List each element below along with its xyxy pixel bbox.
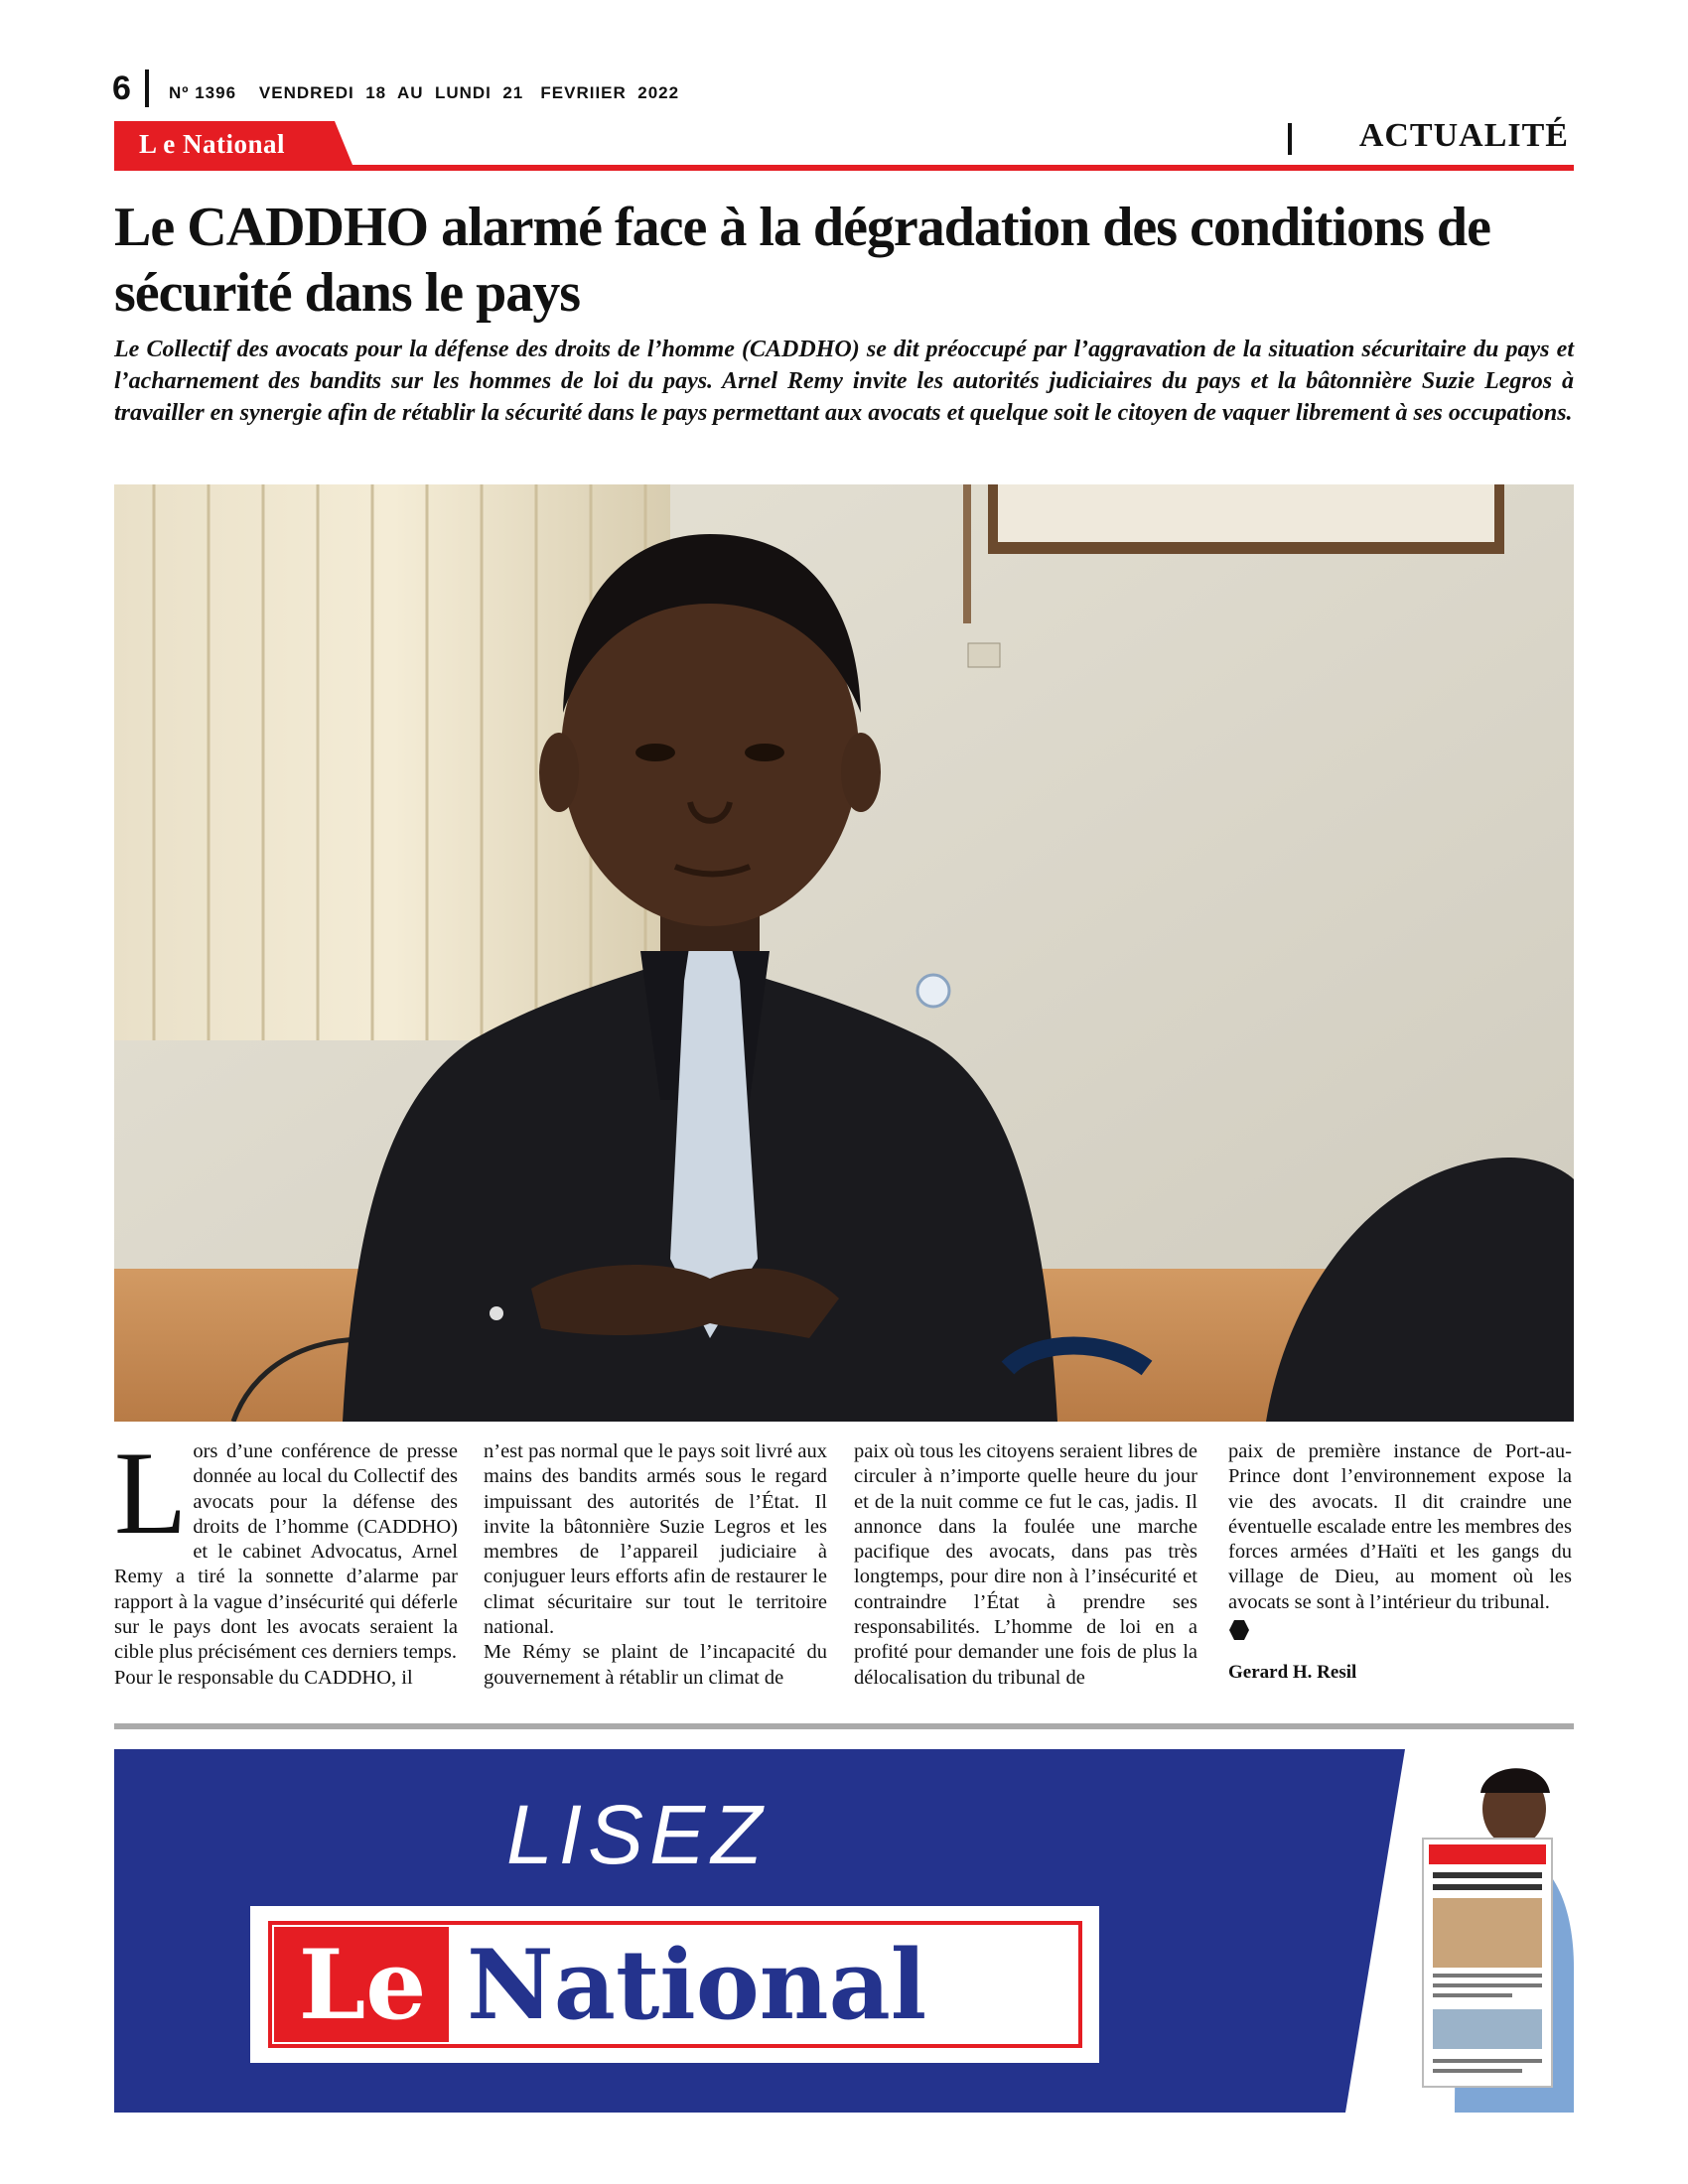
article-column-4: [1228, 1439, 1572, 1684]
column-4-text: paix de première instance de Port-au-Prince dont l’environnement expose la vie des avocats. Il dit craindre une éventuelle escalade entre les membres des forces armées d’Haïti et les gangs du village de Dieu, au moment où les avocats se sont à l’intérieur du tribunal.: [1228, 1440, 1572, 1613]
column-1-text-continued: Pour le responsable du CADDHO, il: [114, 1666, 413, 1689]
section-divider: [1288, 123, 1292, 155]
article-column-3: [854, 1439, 1197, 1691]
column-2-text: n’est pas normal que le pays soit livré aux mains des bandits armés sous le regard impuissant des autorités de l’État. Il invite la bâtonnière Suzie Legros et les membres de l’appareil judiciaire à conjuguer leurs efforts afin de restaurer le climat sécuritaire sur tout le territoire national.: [484, 1440, 827, 1639]
column-3-text: paix où tous les citoyens seraient libres de circuler à n’importe quelle heure du jour et de la nuit comme ce fut le cas, jadis. Il annonce dans la foulée une marche pacifique des avocats, dans pas très longtemps, pour dire non à l’insécurité et contraindre l’État à prendre ses responsabilités. L’homme de loi en a profité pour demander une fois de plus la délocalisation du tribunal de: [854, 1440, 1197, 1689]
column-2-text-continued: Me Rémy se plaint de l’incapacité du gouvernement à rétablir un climat de: [484, 1641, 827, 1689]
brand-name: L e National: [139, 129, 286, 159]
article-column-2: [484, 1439, 827, 1691]
article-byline: Gerard H. Resil: [1228, 1662, 1357, 1684]
page-number-divider: [145, 69, 149, 107]
article-column-1: [114, 1427, 458, 1691]
ad-headline: LISEZ: [506, 1788, 769, 1881]
hexagon-end-mark-icon: [1228, 1619, 1572, 1648]
article-deck: Le Collectif des avocats pour la défense des droits de l’homme (CADDHO) se dit préoccupé par l’aggravation de la situation sécuritaire du pays et l’acharnement des bandits sur les hommes de loi du pays. Arnel Remy invite les autorités judiciaires du pays et la bâtonnière Suzie Legros à travailler en synergie afin de rétablir la sécurité dans le pays permettant aux avocats et quelque soit le citoyen de vaquer librement à ses occupations.: [114, 337, 1574, 426]
portrait-illustration: [114, 484, 1574, 1422]
ad-logo-national: National: [467, 1929, 927, 2041]
issue-date-line: Nº 1396 VENDREDI 18 AU LUNDI 21 FEVRIIER 2022: [169, 83, 680, 102]
article-end-rule: [114, 1723, 1574, 1729]
drop-cap: L: [114, 1427, 188, 1559]
header-rule: [114, 165, 1574, 171]
column-1-text: ors d’une conférence de presse donnée au local du Collectif des avocats pour la défense des droits de l’homme (CADDHO) et le cabinet Advocatus, Arnel Remy a tiré la sonnette d’alarme par rapport à la vague d’insécurité qui déferle sur le pays dont les avocats seraient la cible plus précisément ces derniers temps.: [114, 1440, 458, 1664]
ad-logo-le: Le: [298, 1929, 427, 2041]
article-photo: [114, 484, 1574, 1422]
article-headline: Le CADDHO alarmé face à la dégradation des conditions de sécurité dans le pays: [114, 197, 1490, 324]
page-number: 6: [112, 69, 131, 107]
section-label: ACTUALITÉ: [1358, 117, 1569, 154]
